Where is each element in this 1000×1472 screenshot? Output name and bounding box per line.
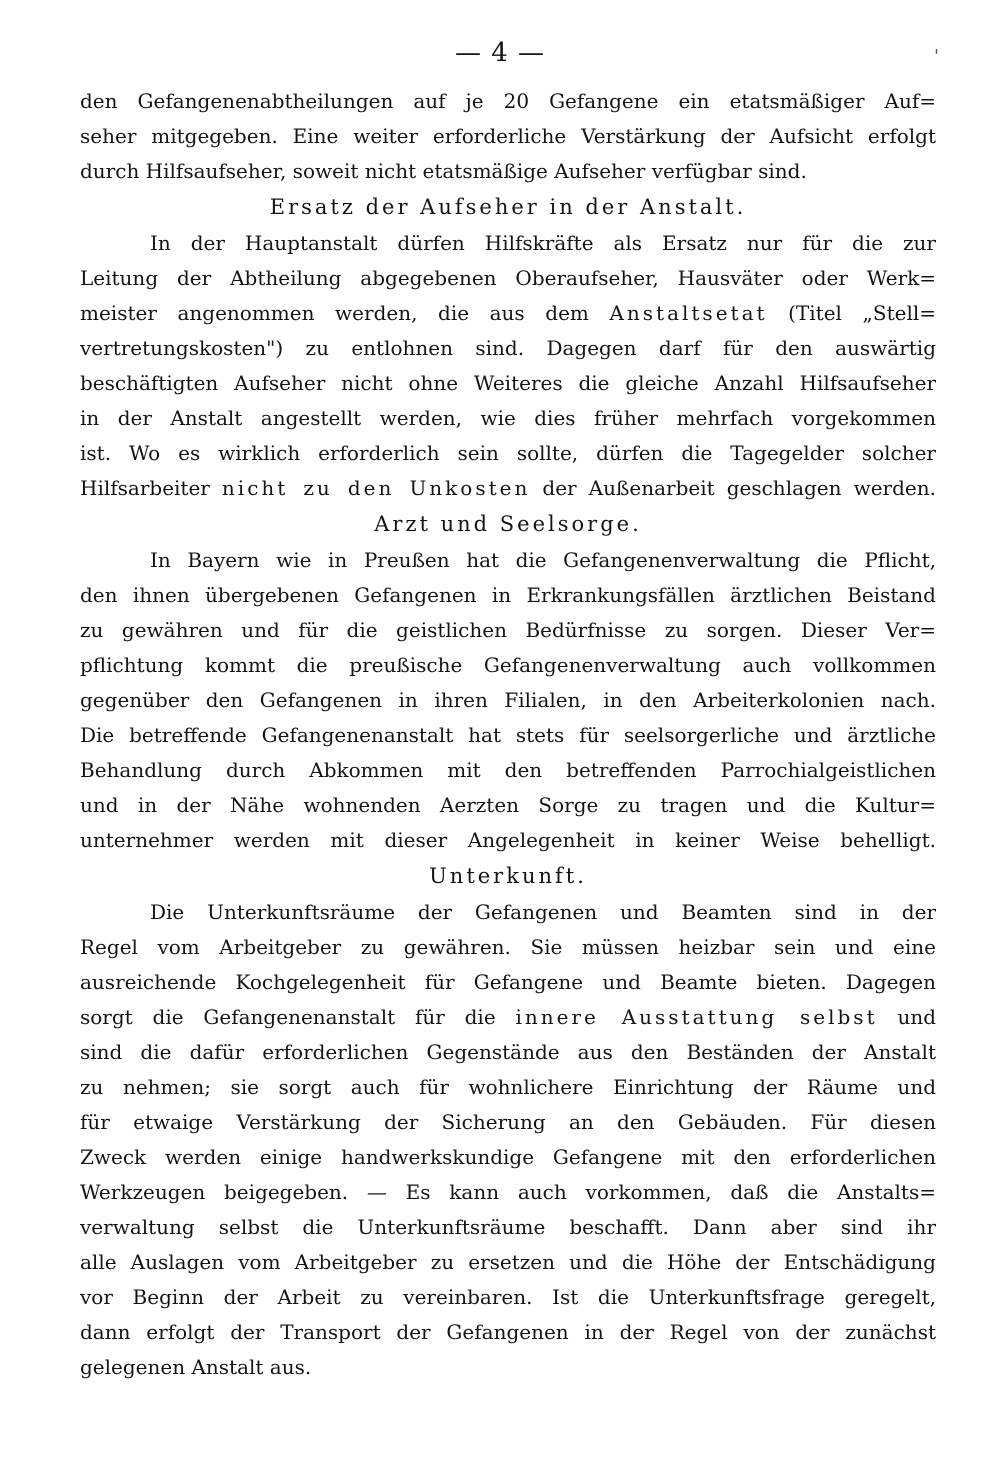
text-line: vor Beginn der Arbeit zu vereinbaren. Ist die Unterkunftsfrage geregelt, [80, 1285, 936, 1309]
text-line: für etwaige Verstärkung der Sicherung an den Gebäuden. Für diesen [80, 1110, 936, 1134]
section-heading-unterkunft: Unterkunft. [429, 864, 587, 888]
stray-mark: ' [934, 46, 939, 67]
text-run: sorgt die Gefangenenanstalt für die [80, 1005, 516, 1029]
text-run: meister angenommen werden, die aus dem [80, 301, 610, 325]
paragraph-intro [80, 84, 936, 189]
text-line: Die Unterkunftsräume der Gefangenen und Beamten sind in der [150, 900, 936, 924]
paragraph-ersatz [80, 226, 936, 506]
text-run: der Außenarbeit geschlagen werden. [530, 476, 936, 500]
text-line [80, 1000, 936, 1035]
text-line: In der Hauptanstalt dürfen Hilfskräfte als Ersatz nur für die zur [150, 231, 936, 255]
spaced-emphasis: innere Ausstattung selbst [515, 1005, 878, 1029]
text-line: ist. Wo es wirklich erforderlich sein sollte, dürfen die Tagegelder solcher [80, 441, 936, 465]
text-line: unternehmer werden mit dieser Angelegenheit in keiner Weise behelligt. [80, 828, 936, 852]
text-line: In Bayern wie in Preußen hat die Gefangenenverwaltung die Pflicht, [150, 548, 936, 572]
text-line: und in der Nähe wohnenden Aerzten Sorge zu tragen und die Kultur= [80, 793, 936, 817]
text-run: Hilfsarbeiter [80, 476, 222, 500]
text-line: Werkzeugen beigegeben. — Es kann auch vorkommen, daß die Anstalts= [80, 1180, 936, 1204]
text-line: ausreichende Kochgelegenheit für Gefangene und Beamte bieten. Dagegen [80, 970, 936, 994]
text-line: seher mitgegeben. Eine weiter erforderliche Verstärkung der Aufsicht erfolgt [80, 124, 936, 148]
text-line: Behandlung durch Abkommen mit den betreffenden Parrochialgeistlichen [80, 758, 936, 782]
section-heading-ersatz: Ersatz der Aufseher in der Anstalt. [269, 195, 747, 219]
text-line: dann erfolgt der Transport der Gefangenen in der Regel von der zunächst [80, 1320, 936, 1344]
text-line: alle Auslagen vom Arbeitgeber zu ersetzen und die Höhe der Entschädigung [80, 1250, 936, 1274]
text-line [80, 296, 936, 331]
text-line: durch Hilfsaufseher, soweit nicht etatsmäßige Aufseher verfügbar sind. [80, 159, 807, 183]
text-line: den ihnen übergebenen Gefangenen in Erkrankungsfällen ärztlichen Beistand [80, 583, 936, 607]
text-line: vertretungskosten") zu entlohnen sind. Dagegen darf für den auswärtig [80, 336, 936, 360]
paragraph-arzt [80, 543, 936, 858]
spaced-emphasis: nicht zu den Unkosten [221, 476, 531, 500]
paragraph-unterkunft [80, 895, 936, 1385]
text-line: Die betreffende Gefangenenanstalt hat stets für seelsorgerliche und ärztliche [80, 723, 936, 747]
text-line: zu gewähren und für die geistlichen Bedürfnisse zu sorgen. Dieser Ver= [80, 618, 936, 642]
text-run: (Titel „Stell= [767, 301, 936, 325]
text-line [80, 471, 936, 506]
text-line: den Gefangenenabtheilungen auf je 20 Gefangene ein etatsmäßiger Auf= [80, 89, 936, 113]
text-line: verwaltung selbst die Unterkunftsräume beschafft. Dann aber sind ihr [80, 1215, 936, 1239]
text-line: Zweck werden einige handwerkskundige Gefangene mit den erforderlichen [80, 1145, 936, 1169]
text-line: pflichtung kommt die preußische Gefangenenverwaltung auch vollkommen [80, 653, 936, 677]
text-line: beschäftigten Aufseher nicht ohne Weiteres die gleiche Anzahl Hilfsaufseher [80, 371, 936, 395]
page-body [80, 84, 936, 1385]
text-run: und [877, 1005, 936, 1029]
text-line: gegenüber den Gefangenen in ihren Filialen, in den Arbeiterkolonien nach. [80, 688, 936, 712]
text-line: sind die dafür erforderlichen Gegenstände aus den Beständen der Anstalt [80, 1040, 936, 1064]
text-line: gelegenen Anstalt aus. [80, 1355, 312, 1379]
text-line: Leitung der Abtheilung abgegebenen Oberaufseher, Hausväter oder Werk= [80, 266, 936, 290]
page-number: — 4 — [454, 38, 546, 68]
spaced-emphasis: Anstaltsetat [609, 301, 768, 325]
text-line: in der Anstalt angestellt werden, wie dies früher mehrfach vorgekommen [80, 406, 936, 430]
text-line: Regel vom Arbeitgeber zu gewähren. Sie müssen heizbar sein und eine [80, 935, 936, 959]
text-line: zu nehmen; sie sorgt auch für wohnlichere Einrichtung der Räume und [80, 1075, 936, 1099]
section-heading-arzt: Arzt und Seelsorge. [374, 512, 642, 536]
